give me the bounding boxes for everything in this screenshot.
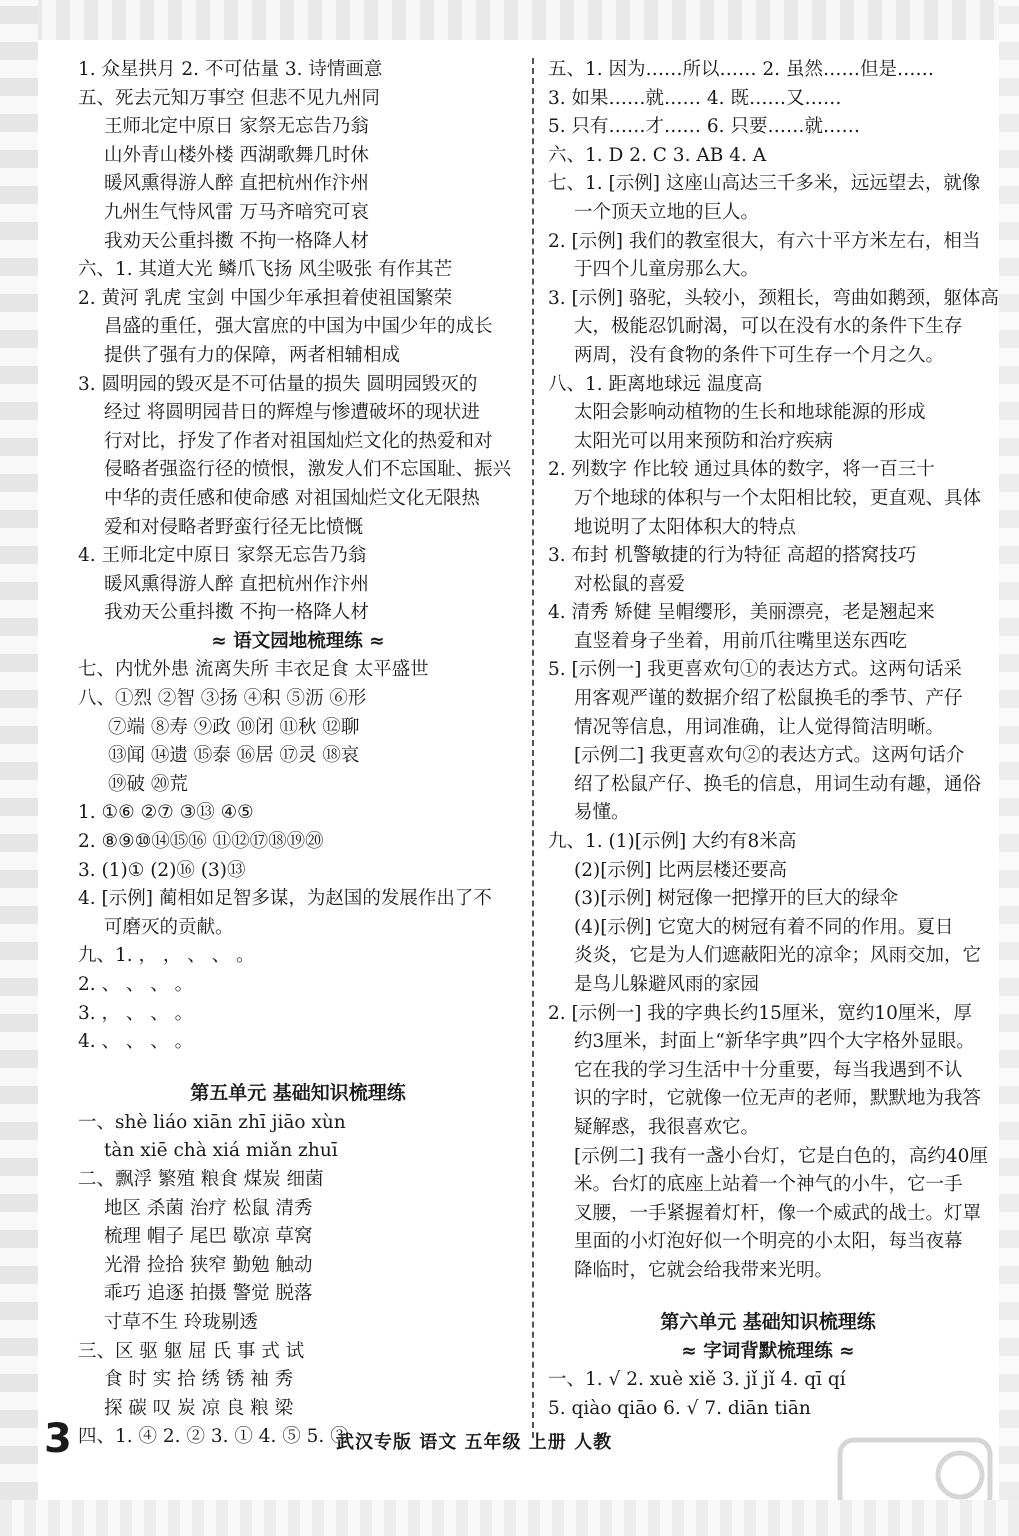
answer-line: 米。台灯的底座上站着一个神气的小牛，它一手 (574, 1174, 963, 1196)
answer-line: 八、①烈 ②智 ③扬 ④积 ⑤沥 ⑥形 (78, 688, 367, 710)
answer-line: 炎炎，它是为人们遮蔽阳光的凉伞；风雨交加，它 (574, 945, 982, 967)
answer-line: 2. 、 、 、 。 (78, 974, 194, 995)
answer-line: 4. 王师北定中原日 家祭无忘告乃翁 (78, 545, 367, 567)
answer-line: 4. 清秀 矫健 呈帽缨形，美丽漂亮，老是翘起来 (548, 602, 935, 624)
answer-line: 约3厘米，封面上“新华字典”四个大字格外显眼。 (574, 1031, 975, 1053)
answer-line: 1. 众星拱月 2. 不可估量 3. 诗情画意 (78, 59, 383, 80)
answer-line: 中华的责任感和使命感 对祖国灿烂文化无限热 (104, 487, 480, 509)
answer-line: 九州生气恃风雷 万马齐喑究可哀 (104, 201, 369, 223)
decorative-right-border (999, 0, 1019, 1536)
answer-line: 乖巧 追逐 拍摄 警觉 脱落 (104, 1283, 313, 1305)
answer-line: 九、1. (1)[示例] 大约有8米高 (548, 831, 797, 853)
answer-line: 2. 黄河 乳虎 宝剑 中国少年承担着使祖国繁荣 (78, 287, 453, 309)
answer-line: 太阳会影响动植物的生长和地球能源的形成 (574, 402, 926, 424)
answer-line: 用客观严谨的数据介绍了松鼠换毛的季节、产仔 (574, 688, 963, 710)
answer-line: ⑬闻 ⑭遗 ⑮泰 ⑯居 ⑰灵 ⑱哀 (108, 745, 360, 767)
answer-line: 地说明了太阳体积大的特点 (574, 516, 797, 538)
answer-line: 五、死去元知万事空 但悲不见九州同 (78, 87, 380, 109)
answer-line: 疑解惑，我很喜欢它。 (574, 1116, 760, 1138)
answer-line: 叉腰，一手紧握着灯杆，像一个威武的战士。灯罩 (574, 1202, 982, 1224)
answer-line: (2)[示例] 比两层楼还要高 (574, 859, 788, 881)
answer-line: 五、1. 因为……所以…… 2. 虽然……但是…… (548, 59, 934, 80)
answer-line: (4)[示例] 它宽大的树冠有着不同的作用。夏日 (574, 916, 954, 938)
section-heading: 第五单元 基础知识梳理练 (190, 1081, 406, 1104)
answer-line: 地区 杀菌 治疗 松鼠 清秀 (104, 1197, 313, 1219)
answer-line: 暖风熏得游人醉 直把杭州作汴州 (104, 573, 369, 595)
answer-line: 一、shè liáo xiān zhī jiāo xùn (78, 1111, 346, 1133)
answer-line: 七、1. [示例] 这座山高达三千多米，远远望去，就像 (548, 173, 981, 195)
answer-line: 绍了松鼠产仔、换毛的信息，用词生动有趣，通俗 (574, 773, 982, 795)
answer-line: 七、内忧外患 流离失所 丰衣足食 太平盛世 (78, 659, 429, 681)
answer-line: 四、1. ④ 2. ② 3. ① 4. ⑤ 5. ③ (78, 1426, 349, 1448)
right-answer-column (548, 56, 999, 1423)
page-number: 3 (44, 1416, 72, 1462)
answer-line: 行对比，抒发了作者对祖国灿烂文化的热爱和对 (104, 430, 493, 452)
answer-line: 我劝天公重抖擞 不拘一格降人材 (104, 230, 369, 252)
section-heading: 第六单元 基础知识梳理练 (660, 1310, 876, 1333)
answer-line: 3. ， 、 、 。 (78, 1002, 194, 1024)
answer-line: 一个顶天立地的巨人。 (574, 201, 760, 223)
answer-line: 六、1. 其道大光 鳞爪飞扬 风尘吸张 有作其芒 (78, 259, 453, 281)
answer-line: 六、1. D 2. C 3. AB 4. A (548, 144, 767, 166)
answer-line: 3. 布封 机警敏捷的行为特征 高超的搭窝技巧 (548, 545, 917, 567)
answer-line (548, 1286, 988, 1302)
answer-line: tàn xiē chà xiá miǎn zhuī (104, 1140, 338, 1162)
answer-line: 情况等信息，用词准确，让人觉得简洁明晰。 (574, 716, 945, 738)
answer-line: 山外青山楼外楼 西湖歌舞几时休 (104, 144, 369, 166)
answer-line: 3. 圆明园的毁灭是不可估量的损失 圆明园毁灭的 (78, 373, 478, 395)
answer-line: 万个地球的体积与一个太阳相比较，更直观、具体 (574, 487, 982, 509)
decorative-left-border (0, 0, 38, 1536)
decorative-top-border (0, 0, 1019, 40)
answer-line: 3. 如果……就…… 4. 既……又…… (548, 87, 842, 109)
answer-line: [示例二] 我有一盏小台灯，它是白色的，高约40厘 (574, 1145, 988, 1167)
answer-line: 三、区 驱 躯 屈 氏 事 式 试 (78, 1340, 305, 1362)
answer-line: 是鸟儿躲避风雨的家园 (574, 974, 760, 995)
left-answer-column (78, 56, 518, 1452)
answer-line: 4. 、 、 、 。 (78, 1031, 194, 1053)
decorative-bottom-border (0, 1500, 1019, 1536)
answer-line: 食 时 实 拾 绣 锈 袖 秀 (104, 1369, 294, 1391)
section-heading: ≈ 语文园地梳理练 ≈ (211, 630, 385, 652)
answer-line: 识的字时，它就像一位无声的老师，默默地为我答 (574, 1088, 982, 1110)
answer-line: 3. [示例] 骆驼，头较小，颈粗长，弯曲如鹅颈，躯体高 (548, 287, 999, 309)
answer-line: 探 碳 叹 炭 凉 良 粮 梁 (104, 1397, 294, 1419)
answer-line: 5. 只有……才…… 6. 只要……就…… (548, 116, 860, 138)
answer-line: 暖风熏得游人醉 直把杭州作汴州 (104, 173, 369, 195)
answer-line: 王师北定中原日 家祭无忘告乃翁 (104, 116, 369, 138)
answer-line: 4. [示例] 蔺相如足智多谋，为赵国的发展作出了不 (78, 888, 492, 910)
answer-line: [示例二] 我更喜欢句②的表达方式。这两句话介 (574, 745, 965, 767)
answer-line: 5. [示例一] 我更喜欢句①的表达方式。这两句话采 (548, 659, 962, 681)
answer-line: 2. [示例] 我们的教室很大，有六十平方米左右，相当 (548, 230, 981, 252)
answer-line: 寸草不生 玲珑剔透 (104, 1311, 258, 1333)
answer-line: 直竖着身子坐着，用前爪往嘴里送东西吃 (574, 630, 908, 652)
answer-line: 2. [示例一] 我的字典长约15厘米，宽约10厘米，厚 (548, 1002, 972, 1024)
column-divider (532, 58, 534, 1438)
answer-line: 侵略者强盗行径的愤恨，激发人们不忘国耻、振兴 (104, 459, 512, 481)
answer-line: ⑲破 ⑳荒 (108, 773, 188, 795)
answer-line: 昌盛的重任，强大富庶的中国为中国少年的成长 (104, 316, 493, 338)
footer-edition-info: 武汉专版 语文 五年级 上册 人教 (336, 1432, 613, 1453)
answer-line: 对松鼠的喜爱 (574, 573, 686, 595)
answer-line: ⑦端 ⑧寿 ⑨政 ⑩闭 ⑪秋 ⑫聊 (108, 716, 360, 738)
answer-line (78, 1057, 518, 1073)
answer-line: 提供了强有力的保障，两者相辅相成 (104, 344, 401, 366)
answer-line: 可磨灭的贡献。 (104, 916, 234, 938)
answer-line: 2. 列数字 作比较 通过具体的数字，将一百三十 (548, 459, 935, 481)
answer-line: 一、1. √ 2. xuè xiě 3. jǐ jǐ 4. qī qí (548, 1369, 846, 1391)
answer-line: 里面的小灯泡好似一个明亮的小太阳，每当夜幕 (574, 1231, 963, 1253)
answer-line: 5. qiào qiāo 6. √ 7. diān tiān (548, 1397, 811, 1419)
answer-line: (3)[示例] 树冠像一把撑开的巨大的绿伞 (574, 888, 899, 910)
answer-line: 2. ⑧⑨⑩⑭⑮⑯ ⑪⑫⑰⑱⑲⑳ (78, 831, 324, 853)
answer-line: 易懂。 (574, 802, 630, 824)
answer-line: 降临时，它就会给我带来光明。 (574, 1259, 834, 1281)
answer-line: 两周，没有食物的条件下可生存一个月之久。 (574, 344, 945, 366)
answer-line: 于四个儿童房那么大。 (574, 259, 760, 281)
answer-line: 经过 将圆明园昔日的辉煌与惨遭破坏的现状进 (104, 402, 480, 424)
answer-line: 光滑 捡拾 狭窄 勤勉 触动 (104, 1254, 313, 1276)
answer-line: 它在我的学习生活中十分重要，每当我遇到不认 (574, 1059, 963, 1081)
answer-line: 梳理 帽子 尾巴 歇凉 草窝 (104, 1226, 313, 1248)
answer-line: 爱和对侵略者野蛮行径无比愤慨 (104, 516, 364, 538)
answer-line: 八、1. 距离地球远 温度高 (548, 373, 763, 395)
answer-line: 太阳光可以用来预防和治疗疾病 (574, 430, 834, 452)
section-heading: ≈ 字词背默梳理练 ≈ (681, 1340, 855, 1362)
answer-line: 二、飘浮 繁殖 粮食 煤炭 细菌 (78, 1168, 324, 1190)
answer-line: 3. (1)① (2)⑯ (3)⑬ (78, 859, 246, 881)
answer-line: 大，极能忍饥耐渴，可以在没有水的条件下生存 (574, 316, 963, 338)
answer-line: 1. ①⑥ ②⑦ ③⑬ ④⑤ (78, 802, 254, 824)
answer-line: 九、1. ， ， 、 、 。 (78, 945, 255, 967)
answer-line: 我劝天公重抖擞 不拘一格降人材 (104, 602, 369, 624)
